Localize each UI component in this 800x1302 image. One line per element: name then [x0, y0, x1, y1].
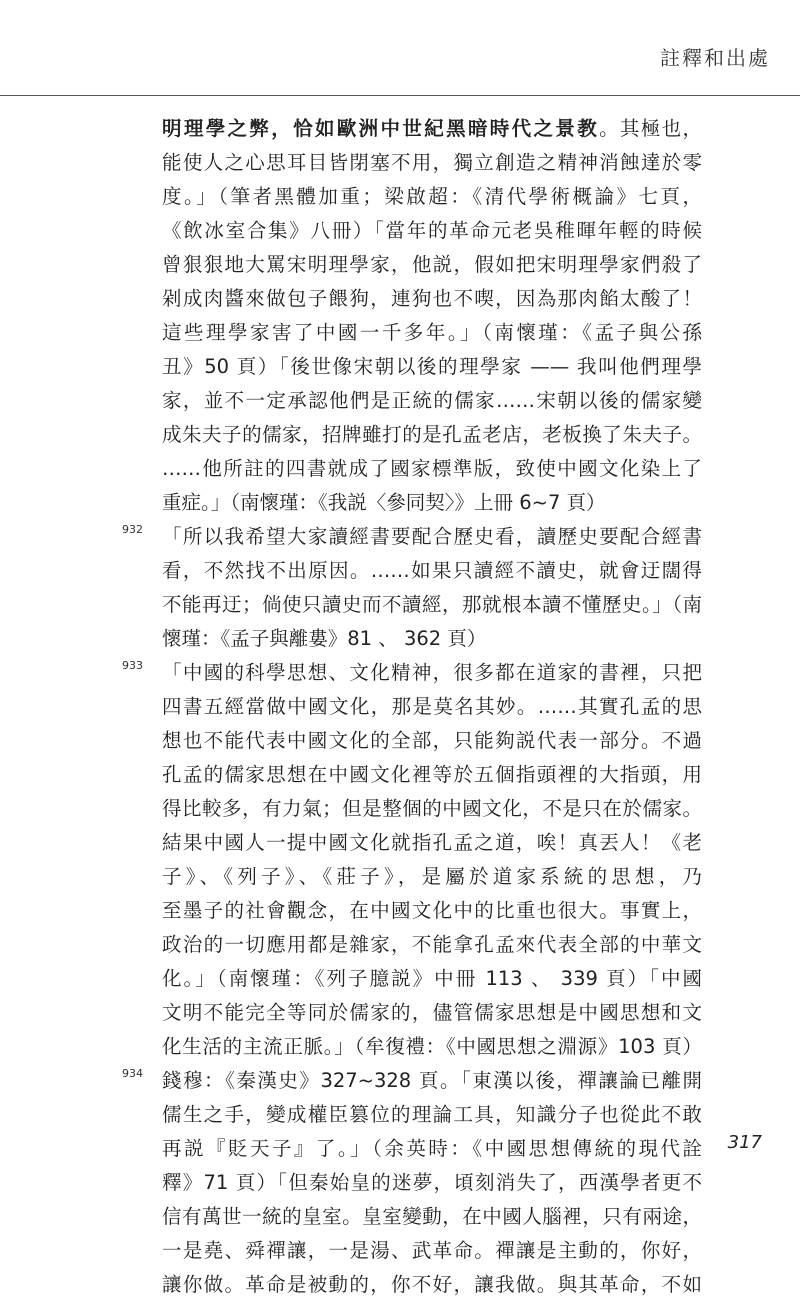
text-line: 再説『貶天子』了。」（余英時：《中國思想傳統的現代詮 — [162, 1137, 702, 1160]
text-line: ……他所註的四書就成了國家標準版，致使中國文化染上了 — [162, 457, 702, 480]
note-932 — [122, 520, 702, 656]
continued-note — [162, 112, 702, 520]
note-933 — [122, 656, 702, 1064]
text-line: 至墨子的社會觀念，在中國文化中的比重也很大。事實上， — [162, 899, 702, 922]
note-number: 934 — [122, 1067, 143, 1080]
text-line: 「所以我希望大家讀經書要配合歷史看，讀歷史要配合經書 — [162, 525, 702, 548]
text-line: 看，不然找不出原因。……如果只讀經不讀史，就會迂闊得 — [162, 559, 702, 582]
text-line: 曾狠狠地大罵宋明理學家，他説，假如把宋明理學家們殺了 — [162, 253, 702, 276]
text-line: 家，並不一定承認他們是正統的儒家……宋朝以後的儒家變 — [162, 389, 702, 412]
note-number: 932 — [122, 523, 143, 536]
running-head-title: 註釋和出處 — [660, 46, 770, 70]
note-934 — [122, 1064, 702, 1302]
text-line: 一是堯、舜禪讓，一是湯、武革命。禪讓是主動的，你好， — [162, 1239, 702, 1262]
text-line: 成朱夫子的儒家，招牌雖打的是孔孟老店，老板換了朱夫子。 — [162, 423, 702, 446]
text-line: 儒生之手，變成權臣篡位的理論工具，知識分子也從此不敢 — [162, 1103, 702, 1126]
text-line: 不能再迂；倘使只讀史而不讀經，那就根本讀不懂歷史。」（南 — [162, 593, 702, 616]
text-line: 四書五經當做中國文化，那是莫名其妙。……其實孔孟的思 — [162, 695, 702, 718]
text-line: 政治的一切應用都是雜家，不能拿孔孟來代表全部的中華文 — [162, 933, 702, 956]
bold-emphasis: 明理學之弊，恰如歐洲中世紀黑暗時代之景教 — [162, 117, 600, 140]
text-line: 丑》50 頁）「後世像宋朝以後的理學家 —— 我叫他們理學 — [162, 355, 702, 378]
text-line — [162, 112, 702, 146]
text-line: 剁成肉醬來做包子餵狗，連狗也不喫，因為那肉餡太酸了！ — [162, 287, 702, 310]
text-line: 得比較多，有力氣；但是整個的中國文化，不是只在於儒家。 — [162, 797, 702, 820]
text-line: 《飲冰室合集》八冊）「當年的革命元老吳稚暉年輕的時候 — [162, 219, 702, 242]
header-rule — [0, 95, 800, 96]
text-line: 結果中國人一提中國文化就指孔孟之道，唉！真丟人！《老 — [162, 831, 702, 854]
text-line: 錢穆：《秦漢史》327~328 頁。「東漢以後，禪讓論已離開 — [162, 1069, 702, 1092]
text-line: 信有萬世一統的皇室。皇室變動，在中國人腦裡，只有兩途， — [162, 1205, 702, 1228]
text-line: 重症。」（南懷瑾：《我説〈參同契〉》上冊 6~7 頁） — [162, 491, 606, 514]
text-line: 這些理學家害了中國一千多年。」（南懷瑾：《孟子與公孫 — [162, 321, 702, 344]
text-line: 化。」（南懷瑾：《列子臆説》中冊 113 、 339 頁）「中國 — [162, 967, 702, 990]
note-number: 933 — [122, 659, 143, 672]
page-number: 317 — [727, 1132, 762, 1153]
text-line: 子》、《列子》、《莊子》，是屬於道家系統的思想，乃 — [162, 865, 702, 888]
notes-text-block — [122, 112, 702, 1302]
text-line: 釋》71 頁）「但秦始皇的迷夢，頃刻消失了，西漢學者更不 — [162, 1171, 702, 1194]
text-line: 懷瑾：《孟子與離婁》81 、 362 頁） — [162, 627, 487, 650]
text-line: 度。」（筆者黑體加重；梁啟超：《清代學術概論》七頁， — [162, 185, 702, 208]
text-line-rest: 。其極也， — [599, 117, 702, 140]
text-line: 文明不能完全等同於儒家的，儘管儒家思想是中國思想和文 — [162, 1001, 702, 1024]
text-line: 「中國的科學思想、文化精神，很多都在道家的書裡，只把 — [162, 661, 702, 684]
text-line: 孔孟的儒家思想在中國文化裡等於五個指頭裡的大指頭，用 — [162, 763, 702, 786]
text-line: 化生活的主流正脈。」（牟復禮：《中國思想之淵源》103 頁） — [162, 1035, 702, 1058]
text-line: 能使人之心思耳目皆閉塞不用，獨立創造之精神消蝕達於零 — [162, 151, 702, 174]
text-line: 讓你做。革命是被動的，你不好，讓我做。與其革命，不如 — [162, 1273, 702, 1296]
text-line: 想也不能代表中國文化的全部，只能夠説代表一部分。不過 — [162, 729, 702, 752]
